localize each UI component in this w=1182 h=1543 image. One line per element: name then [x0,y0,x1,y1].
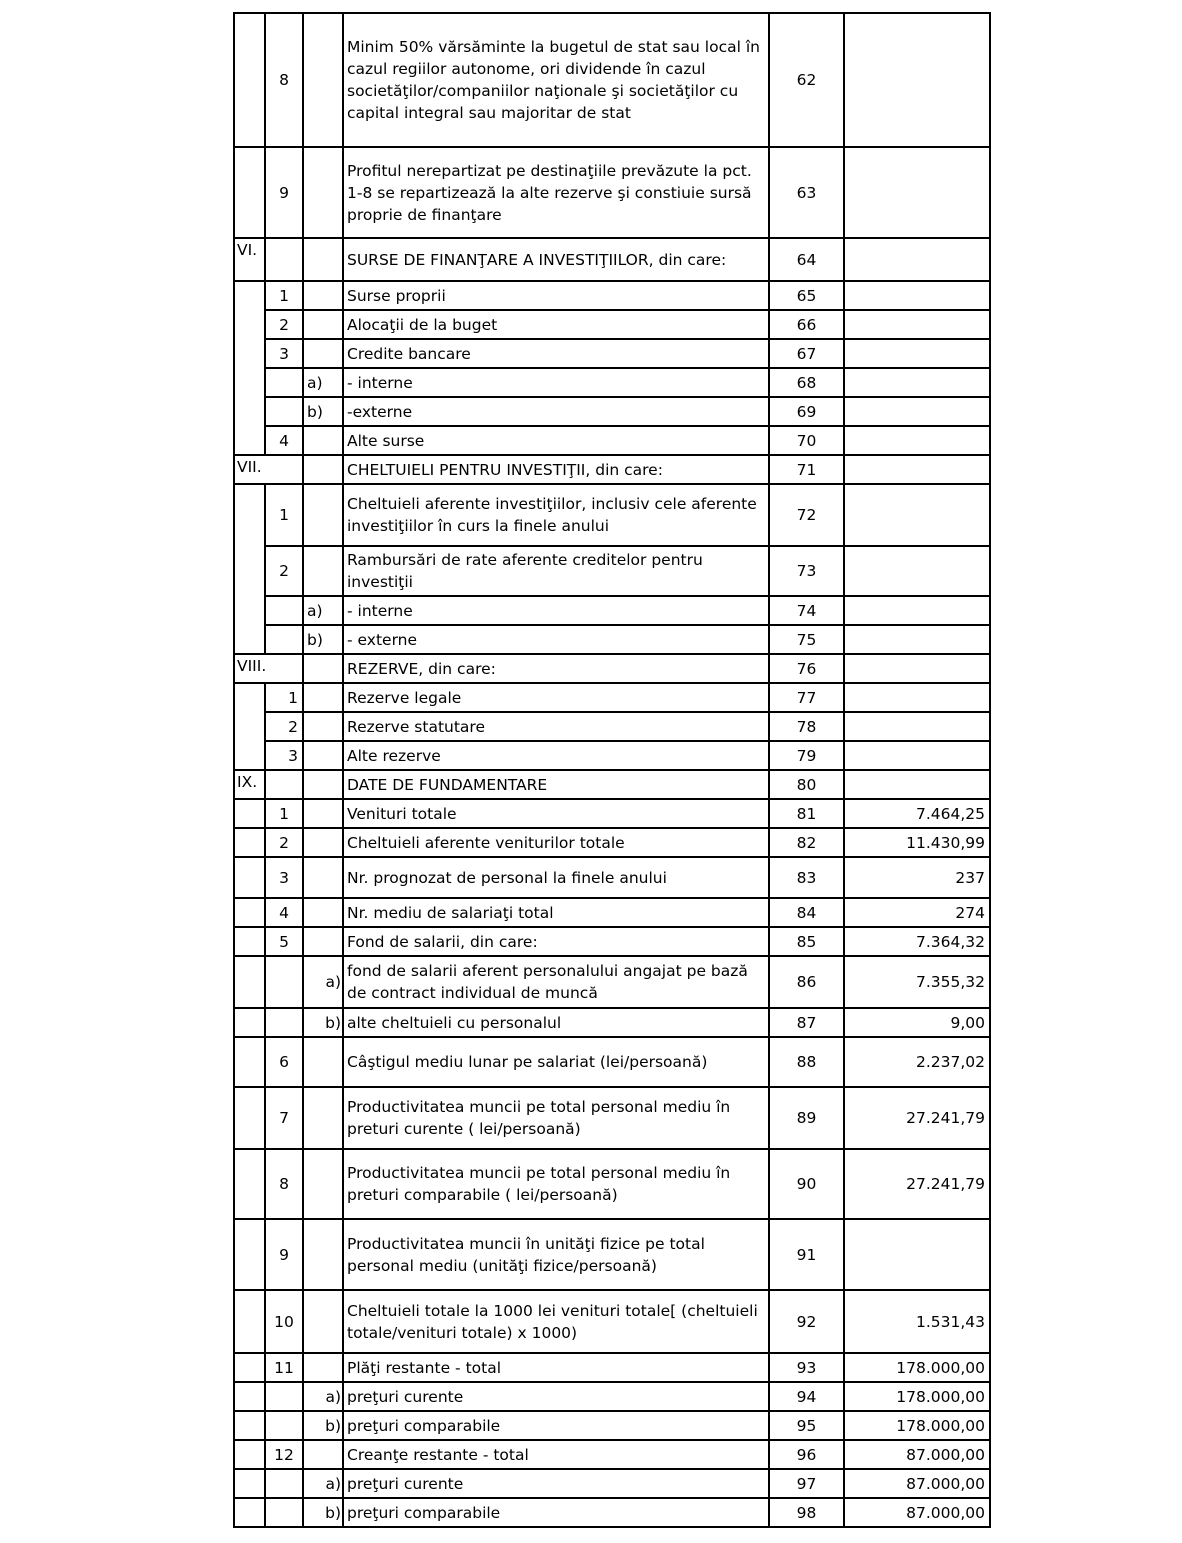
row-description: preţuri comparabile [343,1498,769,1527]
item-number [265,1008,303,1037]
row-code: 68 [769,368,844,397]
table-row [234,13,990,147]
row-code: 79 [769,741,844,770]
section-roman: VI. [234,238,265,281]
table-row [234,238,990,281]
row-description: Nr. mediu de salariaţi total [343,898,769,927]
subitem-letter: b) [303,1008,343,1037]
row-description: Productivitatea muncii pe total personal mediu în preturi comparabile ( lei/persoană) [343,1149,769,1219]
subitem-letter [303,654,343,683]
section-cell [234,927,265,956]
item-number [265,625,303,654]
row-value: 9,00 [844,1008,990,1037]
item-number: 1 [265,484,303,546]
row-value [844,625,990,654]
row-description: REZERVE, din care: [343,654,769,683]
item-number: 10 [265,1290,303,1353]
item-number [265,1498,303,1527]
subitem-letter [303,927,343,956]
subitem-letter [303,484,343,546]
table-row [234,1353,990,1382]
item-number [265,238,303,281]
subitem-letter [303,281,343,310]
row-value [844,310,990,339]
section-cell [234,1008,265,1037]
row-description: Venituri totale [343,799,769,828]
row-code: 70 [769,426,844,455]
subitem-letter [303,426,343,455]
section-cell [234,1382,265,1411]
row-description: preţuri curente [343,1469,769,1498]
item-number: 8 [265,13,303,147]
table-row [234,770,990,799]
row-value: 11.430,99 [844,828,990,857]
row-value: 178.000,00 [844,1411,990,1440]
item-number: 1 [265,683,303,712]
row-code: 69 [769,397,844,426]
item-number: 7 [265,1087,303,1149]
item-number: 3 [265,741,303,770]
row-value [844,741,990,770]
section-roman: VII. [234,455,303,484]
row-code: 94 [769,1382,844,1411]
subitem-letter [303,1037,343,1087]
row-value [844,683,990,712]
item-number: 2 [265,546,303,596]
table-row [234,397,990,426]
section-cell [234,1411,265,1440]
table-row [234,1498,990,1527]
table-row [234,281,990,310]
row-code: 82 [769,828,844,857]
row-value [844,13,990,147]
row-value [844,770,990,799]
subitem-letter [303,857,343,898]
section-roman: IX. [234,770,265,799]
row-description: CHELTUIELI PENTRU INVESTIŢII, din care: [343,455,769,484]
row-value: 237 [844,857,990,898]
item-number: 3 [265,857,303,898]
row-description: Rezerve statutare [343,712,769,741]
row-value: 178.000,00 [844,1382,990,1411]
row-code: 86 [769,956,844,1008]
row-value: 87.000,00 [844,1469,990,1498]
row-description: Profitul nerepartizat pe destinaţiile prevăzute la pct. 1-8 se repartizează la alte rezerve şi constiuie sursă proprie de finanţare [343,147,769,238]
row-description: Credite bancare [343,339,769,368]
row-code: 89 [769,1087,844,1149]
item-number: 2 [265,828,303,857]
row-code: 93 [769,1353,844,1382]
row-code: 84 [769,898,844,927]
subitem-letter: b) [303,1411,343,1440]
row-value [844,455,990,484]
row-value: 87.000,00 [844,1498,990,1527]
row-description: Productivitatea muncii pe total personal mediu în preturi curente ( lei/persoană) [343,1087,769,1149]
row-value [844,596,990,625]
item-number: 1 [265,281,303,310]
row-value [844,238,990,281]
subitem-letter [303,339,343,368]
row-code: 66 [769,310,844,339]
row-description: Minim 50% vărsăminte la bugetul de stat sau local în cazul regiilor autonome, ori dividende în cazul societăţilor/companiilor naţionale şi societăţilor cu capital integral sau majoritar de stat [343,13,769,147]
row-value [844,397,990,426]
table-row [234,1219,990,1290]
section-cell [234,828,265,857]
row-value [844,546,990,596]
row-description: Plăţi restante - total [343,1353,769,1382]
subitem-letter [303,455,343,484]
table-row [234,956,990,1008]
row-code: 65 [769,281,844,310]
table-row [234,339,990,368]
row-code: 88 [769,1037,844,1087]
row-value: 7.364,32 [844,927,990,956]
section-cell [234,484,265,654]
row-description: Câştigul mediu lunar pe salariat (lei/persoană) [343,1037,769,1087]
row-description: alte cheltuieli cu personalul [343,1008,769,1037]
row-value: 2.237,02 [844,1037,990,1087]
table-row [234,828,990,857]
item-number: 5 [265,927,303,956]
section-cell [234,1290,265,1353]
item-number: 12 [265,1440,303,1469]
section-cell [234,799,265,828]
row-value [844,147,990,238]
row-value: 27.241,79 [844,1087,990,1149]
row-description: fond de salarii aferent personalului angajat pe bază de contract individual de muncă [343,956,769,1008]
section-cell [234,956,265,1008]
row-description: - externe [343,625,769,654]
section-cell [234,1149,265,1219]
row-description: preţuri comparabile [343,1411,769,1440]
subitem-letter: a) [303,368,343,397]
subitem-letter [303,828,343,857]
section-cell [234,1219,265,1290]
row-code: 67 [769,339,844,368]
row-value: 87.000,00 [844,1440,990,1469]
item-number [265,1411,303,1440]
row-code: 92 [769,1290,844,1353]
item-number: 4 [265,898,303,927]
item-number [265,1382,303,1411]
section-roman: VIII. [234,654,303,683]
section-cell [234,1087,265,1149]
item-number [265,1469,303,1498]
table-row [234,683,990,712]
section-cell [234,1037,265,1087]
table-row [234,625,990,654]
table-row [234,1290,990,1353]
row-description: Productivitatea muncii în unităţi fizice pe total personal mediu (unităţi fizice/persoană) [343,1219,769,1290]
item-number: 8 [265,1149,303,1219]
section-cell [234,1440,265,1469]
table-row [234,596,990,625]
table-row [234,1149,990,1219]
row-value [844,368,990,397]
subitem-letter [303,238,343,281]
row-value: 7.464,25 [844,799,990,828]
table-row [234,712,990,741]
row-description: Alocaţii de la buget [343,310,769,339]
item-number: 4 [265,426,303,455]
row-code: 77 [769,683,844,712]
row-description: Fond de salarii, din care: [343,927,769,956]
subitem-letter: a) [303,1469,343,1498]
row-description: Cheltuieli aferente investiţiilor, inclusiv cele aferente investiţiilor în curs la finele anului [343,484,769,546]
row-code: 78 [769,712,844,741]
row-value: 178.000,00 [844,1353,990,1382]
table-row [234,426,990,455]
row-code: 72 [769,484,844,546]
subitem-letter [303,147,343,238]
item-number [265,397,303,426]
subitem-letter [303,898,343,927]
row-code: 74 [769,596,844,625]
section-cell [234,898,265,927]
item-number [265,368,303,397]
subitem-letter [303,1353,343,1382]
row-description: -externe [343,397,769,426]
table-row [234,546,990,596]
budget-table [233,12,991,1528]
table-row [234,1411,990,1440]
row-description: Cheltuieli aferente veniturilor totale [343,828,769,857]
row-value [844,426,990,455]
row-code: 73 [769,546,844,596]
subitem-letter [303,1290,343,1353]
subitem-letter: b) [303,1498,343,1527]
row-value [844,712,990,741]
row-code: 62 [769,13,844,147]
row-value [844,484,990,546]
subitem-letter [303,310,343,339]
row-code: 64 [769,238,844,281]
row-code: 98 [769,1498,844,1527]
subitem-letter: a) [303,1382,343,1411]
section-cell [234,147,265,238]
table-row [234,1440,990,1469]
row-code: 75 [769,625,844,654]
subitem-letter [303,13,343,147]
item-number: 9 [265,147,303,238]
row-description: - interne [343,596,769,625]
table-row [234,1008,990,1037]
table-row [234,368,990,397]
row-description: Rambursări de rate aferente creditelor pentru investiţii [343,546,769,596]
row-description: preţuri curente [343,1382,769,1411]
item-number: 9 [265,1219,303,1290]
subitem-letter [303,770,343,799]
table-row [234,927,990,956]
row-code: 97 [769,1469,844,1498]
section-cell [234,857,265,898]
table-row [234,310,990,339]
table-row [234,1087,990,1149]
row-code: 83 [769,857,844,898]
table-row [234,857,990,898]
row-code: 71 [769,455,844,484]
item-number: 2 [265,712,303,741]
subitem-letter [303,741,343,770]
section-cell [234,683,265,770]
row-value: 7.355,32 [844,956,990,1008]
subitem-letter [303,712,343,741]
section-cell [234,1353,265,1382]
row-description: Cheltuieli totale la 1000 lei venituri totale[ (cheltuieli totale/venituri totale) x 1000) [343,1290,769,1353]
table-row [234,147,990,238]
item-number: 11 [265,1353,303,1382]
row-description: SURSE DE FINANŢARE A INVESTIŢIILOR, din care: [343,238,769,281]
table-row [234,1469,990,1498]
row-value: 27.241,79 [844,1149,990,1219]
row-value [844,1219,990,1290]
row-description: Rezerve legale [343,683,769,712]
row-description: Alte rezerve [343,741,769,770]
row-value [844,339,990,368]
subitem-letter [303,1440,343,1469]
item-number: 3 [265,339,303,368]
section-cell [234,1469,265,1498]
row-code: 87 [769,1008,844,1037]
table-row [234,1382,990,1411]
subitem-letter [303,1087,343,1149]
table-row [234,799,990,828]
subitem-letter: b) [303,397,343,426]
row-code: 91 [769,1219,844,1290]
row-code: 80 [769,770,844,799]
row-value: 1.531,43 [844,1290,990,1353]
row-code: 85 [769,927,844,956]
row-description: Surse proprii [343,281,769,310]
row-value [844,654,990,683]
row-description: Creanţe restante - total [343,1440,769,1469]
item-number: 6 [265,1037,303,1087]
subitem-letter: b) [303,625,343,654]
row-code: 63 [769,147,844,238]
item-number [265,596,303,625]
row-description: Alte surse [343,426,769,455]
row-value [844,281,990,310]
table-row [234,898,990,927]
table-row [234,1037,990,1087]
row-description: DATE DE FUNDAMENTARE [343,770,769,799]
item-number: 1 [265,799,303,828]
row-code: 76 [769,654,844,683]
row-code: 90 [769,1149,844,1219]
row-code: 96 [769,1440,844,1469]
section-cell [234,1498,265,1527]
section-cell [234,281,265,455]
row-value: 274 [844,898,990,927]
subitem-letter [303,799,343,828]
table-row [234,484,990,546]
section-cell [234,13,265,147]
table-row [234,455,990,484]
subitem-letter: a) [303,956,343,1008]
row-code: 95 [769,1411,844,1440]
item-number [265,770,303,799]
row-description: Nr. prognozat de personal la finele anului [343,857,769,898]
subitem-letter: a) [303,596,343,625]
item-number [265,956,303,1008]
subitem-letter [303,1149,343,1219]
subitem-letter [303,546,343,596]
subitem-letter [303,683,343,712]
table-row [234,741,990,770]
item-number: 2 [265,310,303,339]
table-row [234,654,990,683]
row-description: - interne [343,368,769,397]
subitem-letter [303,1219,343,1290]
row-code: 81 [769,799,844,828]
